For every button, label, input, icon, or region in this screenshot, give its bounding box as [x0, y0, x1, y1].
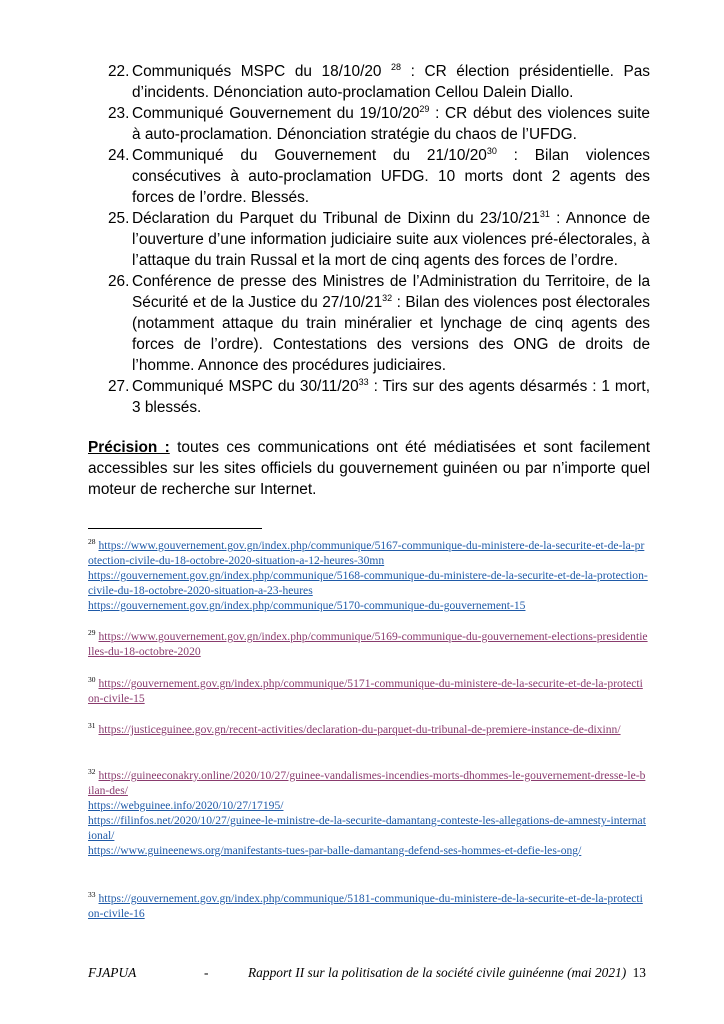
item-text: Communiqué Gouvernement du $19/10/20^{29}$ : CR début des violences suite à auto-proclamation. Dénonciation stratégie du chaos de l’UFDG.	[132, 104, 650, 143]
footnote-mark: 29	[88, 628, 96, 637]
list-item	[108, 61, 650, 103]
item-number: 26.	[108, 273, 130, 290]
precision-text: toutes ces communications ont été médiatisées et sont facilement accessibles sur les sites officiels du gouvernement guinéen ou par n’importe quel moteur de recherche sur Internet.	[88, 439, 650, 498]
footnote-link[interactable]: https://guineeconakry.online/2020/10/27/guinee-vandalismes-incendies-morts-dhommes-le-gouvernement-dresse-le-bilan-des/	[88, 769, 646, 797]
footer-report-title: Rapport II sur la politisation de la société civile guinéenne (mai 2021)	[248, 965, 627, 980]
footnote-link[interactable]: https://www.gouvernement.gov.gn/index.php/communique/5167-communique-du-ministere-de-la-securite-et-de-la-protection-civile-du-18-octobre-2020-situation-a-12-heures-30mn	[88, 539, 645, 567]
item-number: 22.	[108, 63, 130, 80]
footnote-33	[88, 891, 648, 921]
item-number: 25.	[108, 210, 130, 227]
footnote-ref[interactable]: 33	[358, 377, 369, 387]
footnote-link[interactable]: https://filinfos.net/2020/10/27/guinee-le-ministre-de-la-securite-damantang-conteste-les-allegations-de-amnesty-international/	[88, 814, 646, 842]
list-item	[108, 376, 650, 418]
item-number: 27.	[108, 378, 130, 395]
footnote-mark: 32	[88, 767, 96, 776]
precision-label: Précision :	[88, 439, 170, 456]
footnote-mark: 31	[88, 721, 96, 730]
page-number: 13	[632, 965, 646, 980]
item-text: Déclaration du Parquet du Tribunal de Dixinn du $23/10/21^{31}$ : Annonce de l’ouverture d’une information judiciaire suite aux violences pré-électorales, à l’attaque du train Russal et la mort de cinq agents des forces de l’ordre.	[132, 209, 650, 269]
item-text: Conférence de presse des Ministres de l’Administration du Territoire, de la Sécurité et de la Justice du $27/10/21^{32}$ : Bilan des violences post électorales (notamment attaque du train minéralier et lynchage de cinq agents des forces de l’ordre). Contestations des versions des ONG de droits de l’homme. Annonce des procédures judiciaires.	[132, 273, 650, 374]
footnote-mark: 28	[88, 537, 96, 546]
item-text: Communiqué MSPC du $30/11/20^{33}$ : Tirs sur des agents désarmés : 1 mort, 3 blessés.	[132, 377, 650, 416]
footnote-link[interactable]: https://gouvernement.gov.gn/index.php/communique/5181-communique-du-ministere-de-la-securite-et-de-la-protection-civile-16	[88, 892, 643, 920]
footnote-ref[interactable]: 28	[391, 62, 402, 72]
footnote-separator	[88, 528, 262, 529]
footnote-link[interactable]: https://gouvernement.gov.gn/index.php/communique/5168-communique-du-ministere-de-la-securite-et-de-la-protection-civile-du-18-octobre-2020-situation-a-23-heures	[88, 569, 648, 597]
footnote-ref[interactable]: 31	[539, 209, 550, 219]
item-text: Communiqué du Gouvernement du $21/10/20^{30}$ : Bilan violences consécutives à auto-proclamation UFDG. 10 morts dont 2 agents des forces de l’ordre. Blessés.	[132, 146, 650, 206]
footnote-29	[88, 629, 648, 659]
footnote-link[interactable]: https://webguinee.info/2020/10/27/17195/	[88, 799, 284, 812]
list-item	[108, 103, 650, 145]
footnote-link[interactable]: https://justiceguinee.gov.gn/recent-activities/declaration-du-parquet-du-tribunal-de-premiere-instance-de-dixinn/	[98, 723, 621, 736]
footnote-ref[interactable]: 32	[382, 293, 393, 303]
footnote-ref[interactable]: 30	[486, 146, 497, 156]
footnote-ref[interactable]: 29	[419, 104, 430, 114]
footer-separator: -	[204, 965, 209, 980]
footnote-30	[88, 676, 648, 706]
footnote-32	[88, 768, 648, 858]
footnote-mark: 30	[88, 675, 96, 684]
footnote-link[interactable]: https://www.gouvernement.gov.gn/index.php/communique/5169-communique-du-gouvernement-elections-presidentielles-du-18-octobre-2020	[88, 630, 648, 658]
footnote-link[interactable]: https://gouvernement.gov.gn/index.php/communique/5171-communique-du-ministere-de-la-securite-et-de-la-protection-civile-15	[88, 677, 643, 705]
footnote-31	[88, 722, 648, 737]
precision-paragraph	[88, 437, 650, 500]
list-item	[108, 145, 650, 208]
footnote-link[interactable]: https://gouvernement.gov.gn/index.php/communique/5170-communique-du-gouvernement-15	[88, 599, 526, 612]
footnote-mark: 33	[88, 890, 96, 899]
communications-list	[108, 61, 650, 418]
item-number: 23.	[108, 105, 130, 122]
item-text: Communiqués MSPC du 18/10/20 $^{28}$ : CR élection présidentielle. Pas d’incidents. Dénonciation auto-proclamation Cellou Dalein Diallo.	[132, 62, 651, 101]
list-item	[108, 271, 650, 376]
footer-organization: FJAPUA	[88, 965, 137, 980]
footnote-28	[88, 538, 648, 613]
list-item	[108, 208, 650, 271]
footnote-link[interactable]: https://www.guineenews.org/manifestants-tues-par-balle-damantang-defend-ses-hommes-et-defie-les-ong/	[88, 844, 582, 857]
item-number: 24.	[108, 147, 130, 164]
